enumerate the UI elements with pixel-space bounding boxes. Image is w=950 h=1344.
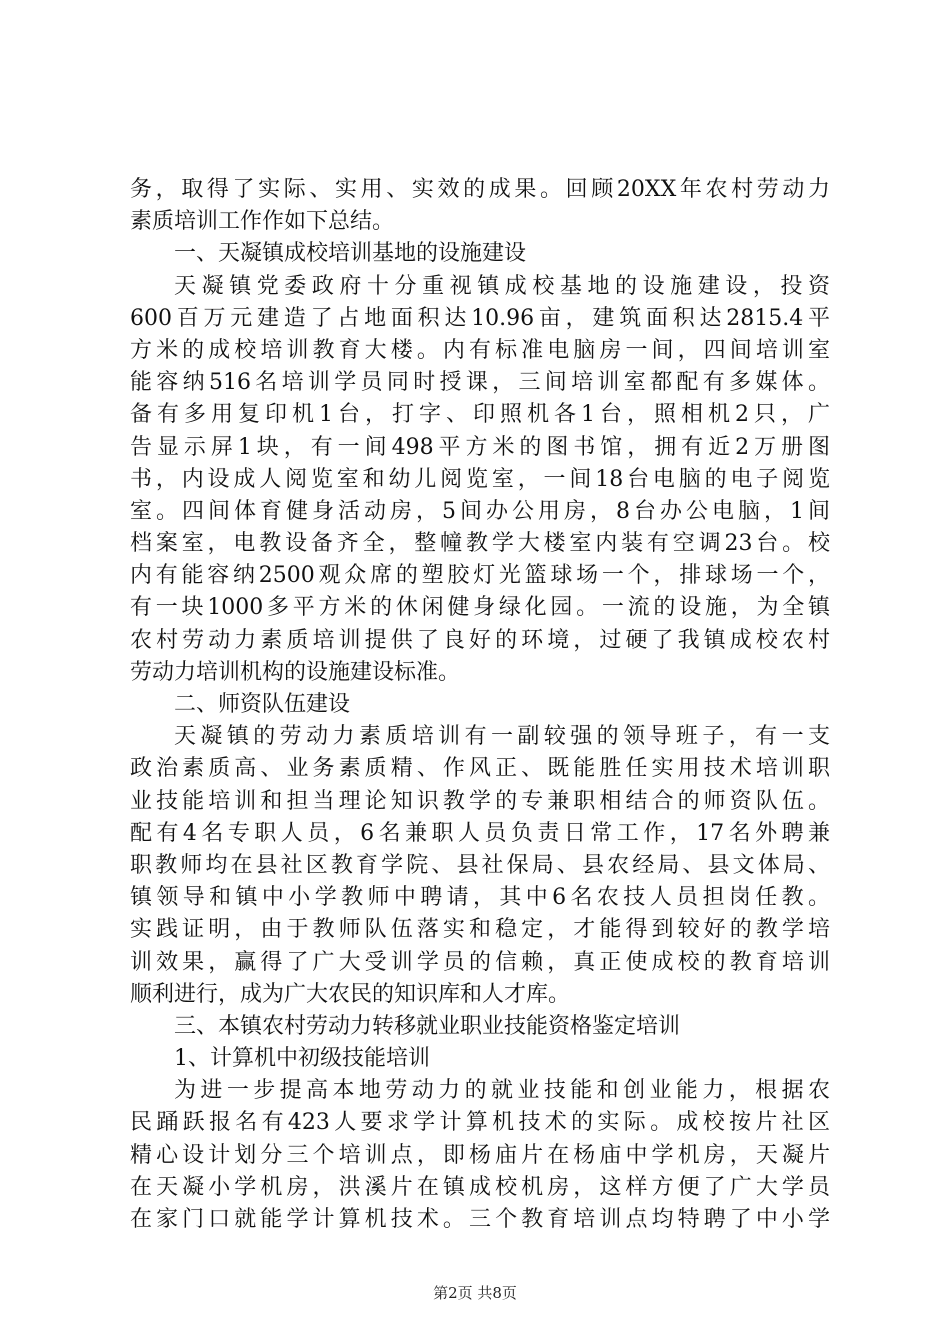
section-heading: 二、师资队伍建设: [174, 692, 351, 717]
paragraph-line: 告显示屏1块，有一间498平方米的图书馆，拥有近2万册图: [130, 434, 830, 460]
paragraph-line: 镇领导和镇中小学教师中聘请，其中6名农技人员担岗任教。: [130, 885, 830, 911]
paragraph-line: 劳动力培训机构的设施建设标准。: [130, 659, 461, 685]
paragraph-line: 天凝镇党委政府十分重视镇成校基地的设施建设，投资: [174, 273, 830, 299]
paragraph-line: 素质培训工作作如下总结。: [130, 209, 395, 235]
paragraph-line: 室。四间体育健身活动房，5间办公用房，8台办公电脑，1间: [130, 498, 830, 524]
paragraph-line: 档案室，电教设备齐全，整幢教学大楼室内装有空调23台。校: [130, 531, 830, 557]
paragraph-line: 职教师均在县社区教育学院、县社保局、县农经局、县文体局、: [130, 852, 830, 878]
paragraph-line: 在家门口就能学计算机技术。三个教育培训点均特聘了中小学: [130, 1207, 830, 1232]
paragraph-line: 为进一步提高本地劳动力的就业技能和创业能力，根据农: [174, 1078, 830, 1104]
section-heading: 一、天凝镇成校培训基地的设施建设: [174, 241, 527, 267]
paragraph-line: 业技能培训和担当理论知识教学的专兼职相结合的师资队伍。: [130, 788, 830, 814]
paragraph-line: 有一块1000多平方米的休闲健身绿化园。一流的设施，为全镇: [130, 595, 830, 621]
paragraph-line: 600百万元建造了占地面积达10.96亩，建筑面积达2815.4平: [130, 305, 830, 331]
section-heading: 三、本镇农村劳动力转移就业职业技能资格鉴定培训: [174, 1013, 681, 1039]
paragraph-line: 能容纳516名培训学员同时授课，三间培训室都配有多媒体。: [130, 370, 830, 396]
paragraph-line: 精心设计划分三个培训点，即杨庙片在杨庙中学机房，天凝片: [130, 1142, 830, 1168]
paragraph-line: 政治素质高、业务素质精、作风正、既能胜任实用技术培训职: [130, 756, 830, 782]
paragraph-line: 实践证明，由于教师队伍落实和稳定，才能得到较好的教学培: [130, 917, 830, 943]
paragraph-line: 民踊跃报名有423人要求学计算机技术的实际。成校按片社区: [130, 1110, 830, 1136]
paragraph-line: 备有多用复印机1台，打字、印照机各1台，照相机2只，广: [130, 402, 830, 428]
section-heading: 1、计算机中初级技能培训: [174, 1046, 430, 1072]
paragraph-line: 书，内设成人阅览室和幼儿阅览室，一间18台电脑的电子阅览: [130, 466, 830, 492]
paragraph-line: 方米的成校培训教育大楼。内有标准电脑房一间，四间培训室: [130, 337, 830, 363]
document-body: [130, 174, 830, 1236]
paragraph-line: 内有能容纳2500观众席的塑胶灯光篮球场一个，排球场一个，: [130, 563, 830, 589]
paragraph-line: 顺利进行，成为广大农民的知识库和人才库。: [130, 981, 571, 1007]
paragraph-line: 在天凝小学机房，洪溪片在镇成校机房，这样方便了广大学员: [130, 1174, 830, 1200]
paragraph-line: 务，取得了实际、实用、实效的成果。回顾20XX年农村劳动力: [130, 177, 830, 202]
paragraph-line: 训效果，赢得了广大受训学员的信赖，真正使成校的教育培训: [130, 949, 830, 975]
paragraph-line: 天凝镇的劳动力素质培训有一副较强的领导班子，有一支: [174, 724, 830, 750]
page-number: 第2页 共8页: [433, 1284, 517, 1302]
paragraph-line: 农村劳动力素质培训提供了良好的环境，过硬了我镇成校农村: [130, 627, 830, 653]
paragraph-line: 配有4名专职人员，6名兼职人员负责日常工作，17名外聘兼: [130, 820, 830, 846]
